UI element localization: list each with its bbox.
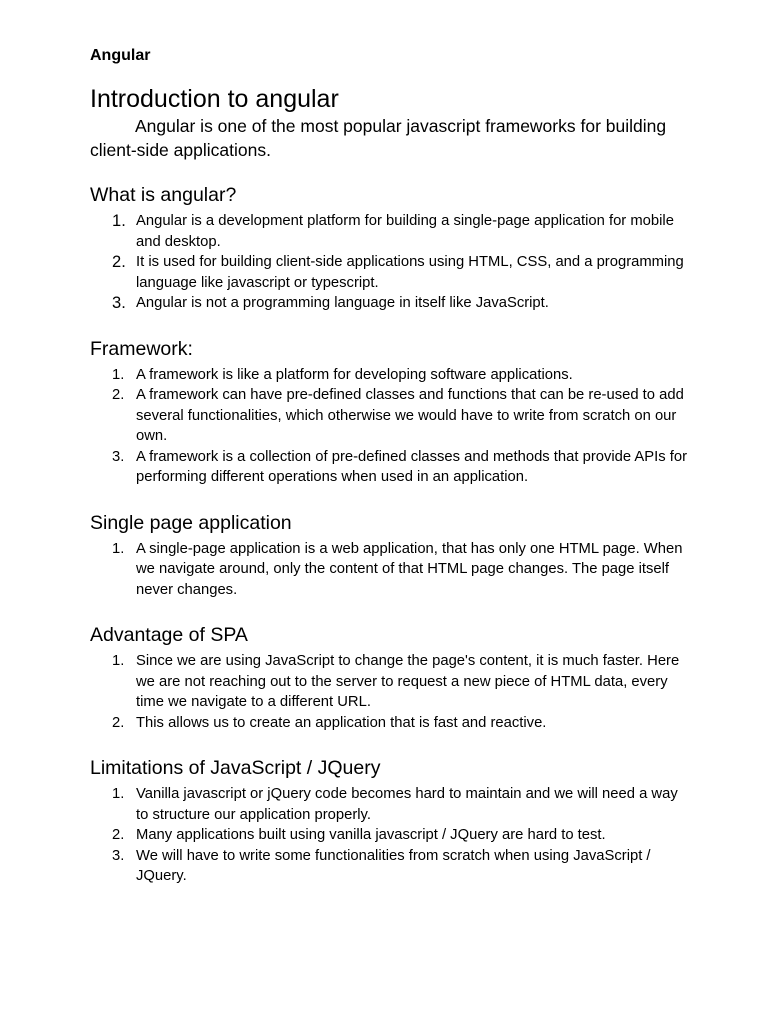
section-what-is-angular	[90, 183, 690, 314]
section-heading: Framework:	[90, 337, 193, 360]
list-item: Many applications built using vanilla javascript / JQuery are hard to test.	[136, 827, 606, 843]
section-single-page-application	[90, 511, 690, 601]
section-list	[90, 651, 690, 733]
list-item: A single-page application is a web application, that has only one HTML page. When we navigate around, only the content of that HTML page changes. The page itself never changes.	[136, 540, 683, 598]
list-item: Since we are using JavaScript to change the page's content, it is much faster. Here we are not reaching out to the server to request a new piece of HTML data, every time we navigate to a different URL.	[136, 653, 680, 710]
list-item: Angular is not a programming language in itself like JavaScript.	[136, 295, 549, 311]
section-list	[90, 211, 690, 314]
list-item: Angular is a development platform for building a single-page application for mobile and desktop.	[136, 213, 674, 250]
list-item: A framework is a collection of pre-defined classes and methods that provide APIs for performing different operations when used in an application.	[136, 448, 688, 485]
section-heading: Advantage of SPA	[90, 624, 248, 646]
list-item: This allows us to create an application that is fast and reactive.	[136, 714, 547, 731]
section-heading: What is angular?	[90, 184, 237, 206]
page-title: Introduction to angular	[90, 85, 339, 113]
list-item: Vanilla javascript or jQuery code becomes hard to maintain and we will need a way to structure our application properly.	[136, 786, 678, 823]
section-list	[90, 784, 690, 887]
document-page	[90, 46, 690, 887]
section-limitations	[90, 756, 690, 887]
section-advantage-of-spa	[90, 623, 690, 733]
section-heading: Limitations of JavaScript / JQuery	[90, 757, 381, 779]
list-item: A framework can have pre-defined classes and functions that can be re-used to add several functionalities, which otherwise we would have to write from scratch on our own.	[136, 387, 684, 444]
section-framework	[90, 337, 690, 488]
document-label: Angular	[90, 47, 151, 64]
section-heading: Single page application	[90, 511, 292, 534]
list-item: It is used for building client-side applications using HTML, CSS, and a programming language like javascript or typescript.	[136, 254, 684, 291]
list-item: We will have to write some functionalities from scratch when using JavaScript / JQuery.	[136, 847, 651, 884]
list-item: A framework is like a platform for developing software applications.	[136, 366, 573, 383]
intro-paragraph: Angular is one of the most popular javascript frameworks for building client-side applications.	[90, 116, 667, 160]
section-list	[90, 365, 690, 488]
section-list	[90, 539, 690, 601]
